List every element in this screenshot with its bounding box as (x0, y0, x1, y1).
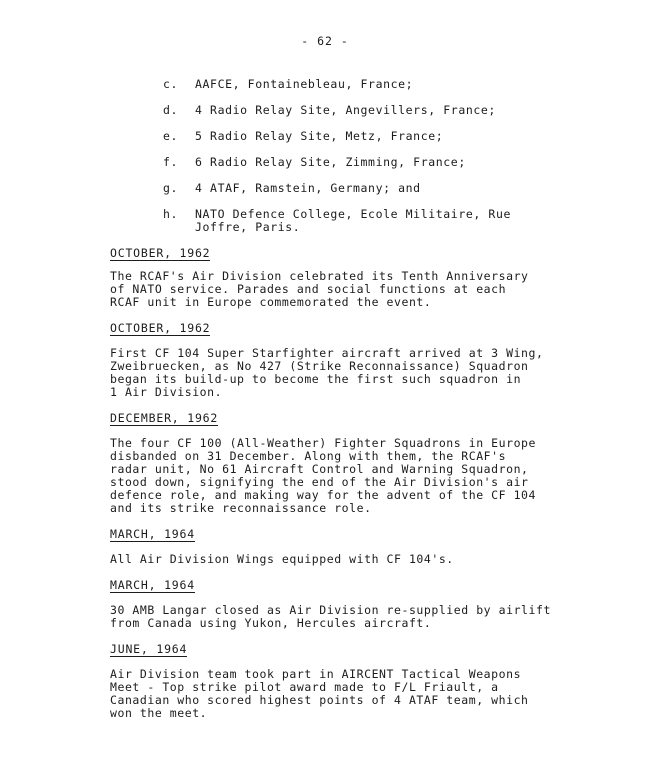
entry-date-heading: DECEMBER, 1962 (110, 411, 219, 425)
entry-date-heading: JUNE, 1964 (110, 642, 188, 656)
entry-paragraph: The four CF 100 (All-Weather) Fighter Squadrons in Europe disbanded on 31 December. Along with them, the RCAF's radar unit, No 61 Aircraft Control and Warning Squadron, stood down, signifying the end of the Air Division's air defence role, and making way for the advent of the CF 104 and its strike reconnaissance role. (110, 436, 536, 515)
list-item (163, 104, 535, 117)
list-item-text: AAFCE, Fontainebleau, France; (195, 77, 414, 91)
list-item (163, 130, 535, 143)
list-item (163, 208, 535, 234)
list-item-text: 4 Radio Relay Site, Angevillers, France; (195, 103, 496, 117)
entry-date-heading: MARCH, 1964 (110, 527, 195, 541)
entry-paragraph: 30 AMB Langar closed as Air Division re-supplied by airlift from Canada using Yukon, Hercules aircraft. (110, 603, 551, 630)
list-item-letter: d. (163, 103, 179, 117)
entry-paragraph: First CF 104 Super Starfighter aircraft arrived at 3 Wing, Zweibruecken, as No 427 (Strike Reconnaissance) Squadron began its build-up to become the first such squadron in 1 Air Division. (110, 346, 544, 399)
list-item (163, 78, 535, 91)
list-item-letter: f. (163, 155, 179, 169)
list-item-letter: c. (163, 77, 179, 91)
entry-date-heading: OCTOBER, 1962 (110, 246, 211, 260)
entry-paragraph: The RCAF's Air Division celebrated its Tenth Anniversary of NATO service. Parades and social functions at each RCAF unit in Europe commemorated the event. (110, 269, 529, 309)
list-item-letter: h. (163, 207, 179, 221)
entry-date-heading: OCTOBER, 1962 (110, 321, 211, 335)
list-item-text: 6 Radio Relay Site, Zimming, France; (195, 155, 466, 169)
entry-paragraph: Air Division team took part in AIRCENT Tactical Weapons Meet - Top strike pilot award made to F/L Friault, a Canadian who scored highest points of 4 ATAF team, which won the meet. (110, 667, 529, 720)
list-item (163, 182, 535, 195)
list-item (163, 156, 535, 169)
entry-date-heading: MARCH, 1964 (110, 578, 195, 592)
list-item-text: 5 Radio Relay Site, Metz, France; (195, 129, 444, 143)
list-item-text: 4 ATAF, Ramstein, Germany; and (195, 181, 421, 195)
list-item-text: NATO Defence College, Ecole Militaire, Rue Joffre, Paris. (195, 207, 511, 234)
list-item-letter: g. (163, 181, 179, 195)
entry-paragraph: All Air Division Wings equipped with CF 104's. (110, 552, 454, 566)
list-item-letter: e. (163, 129, 179, 143)
page-number: - 62 - (301, 34, 349, 48)
